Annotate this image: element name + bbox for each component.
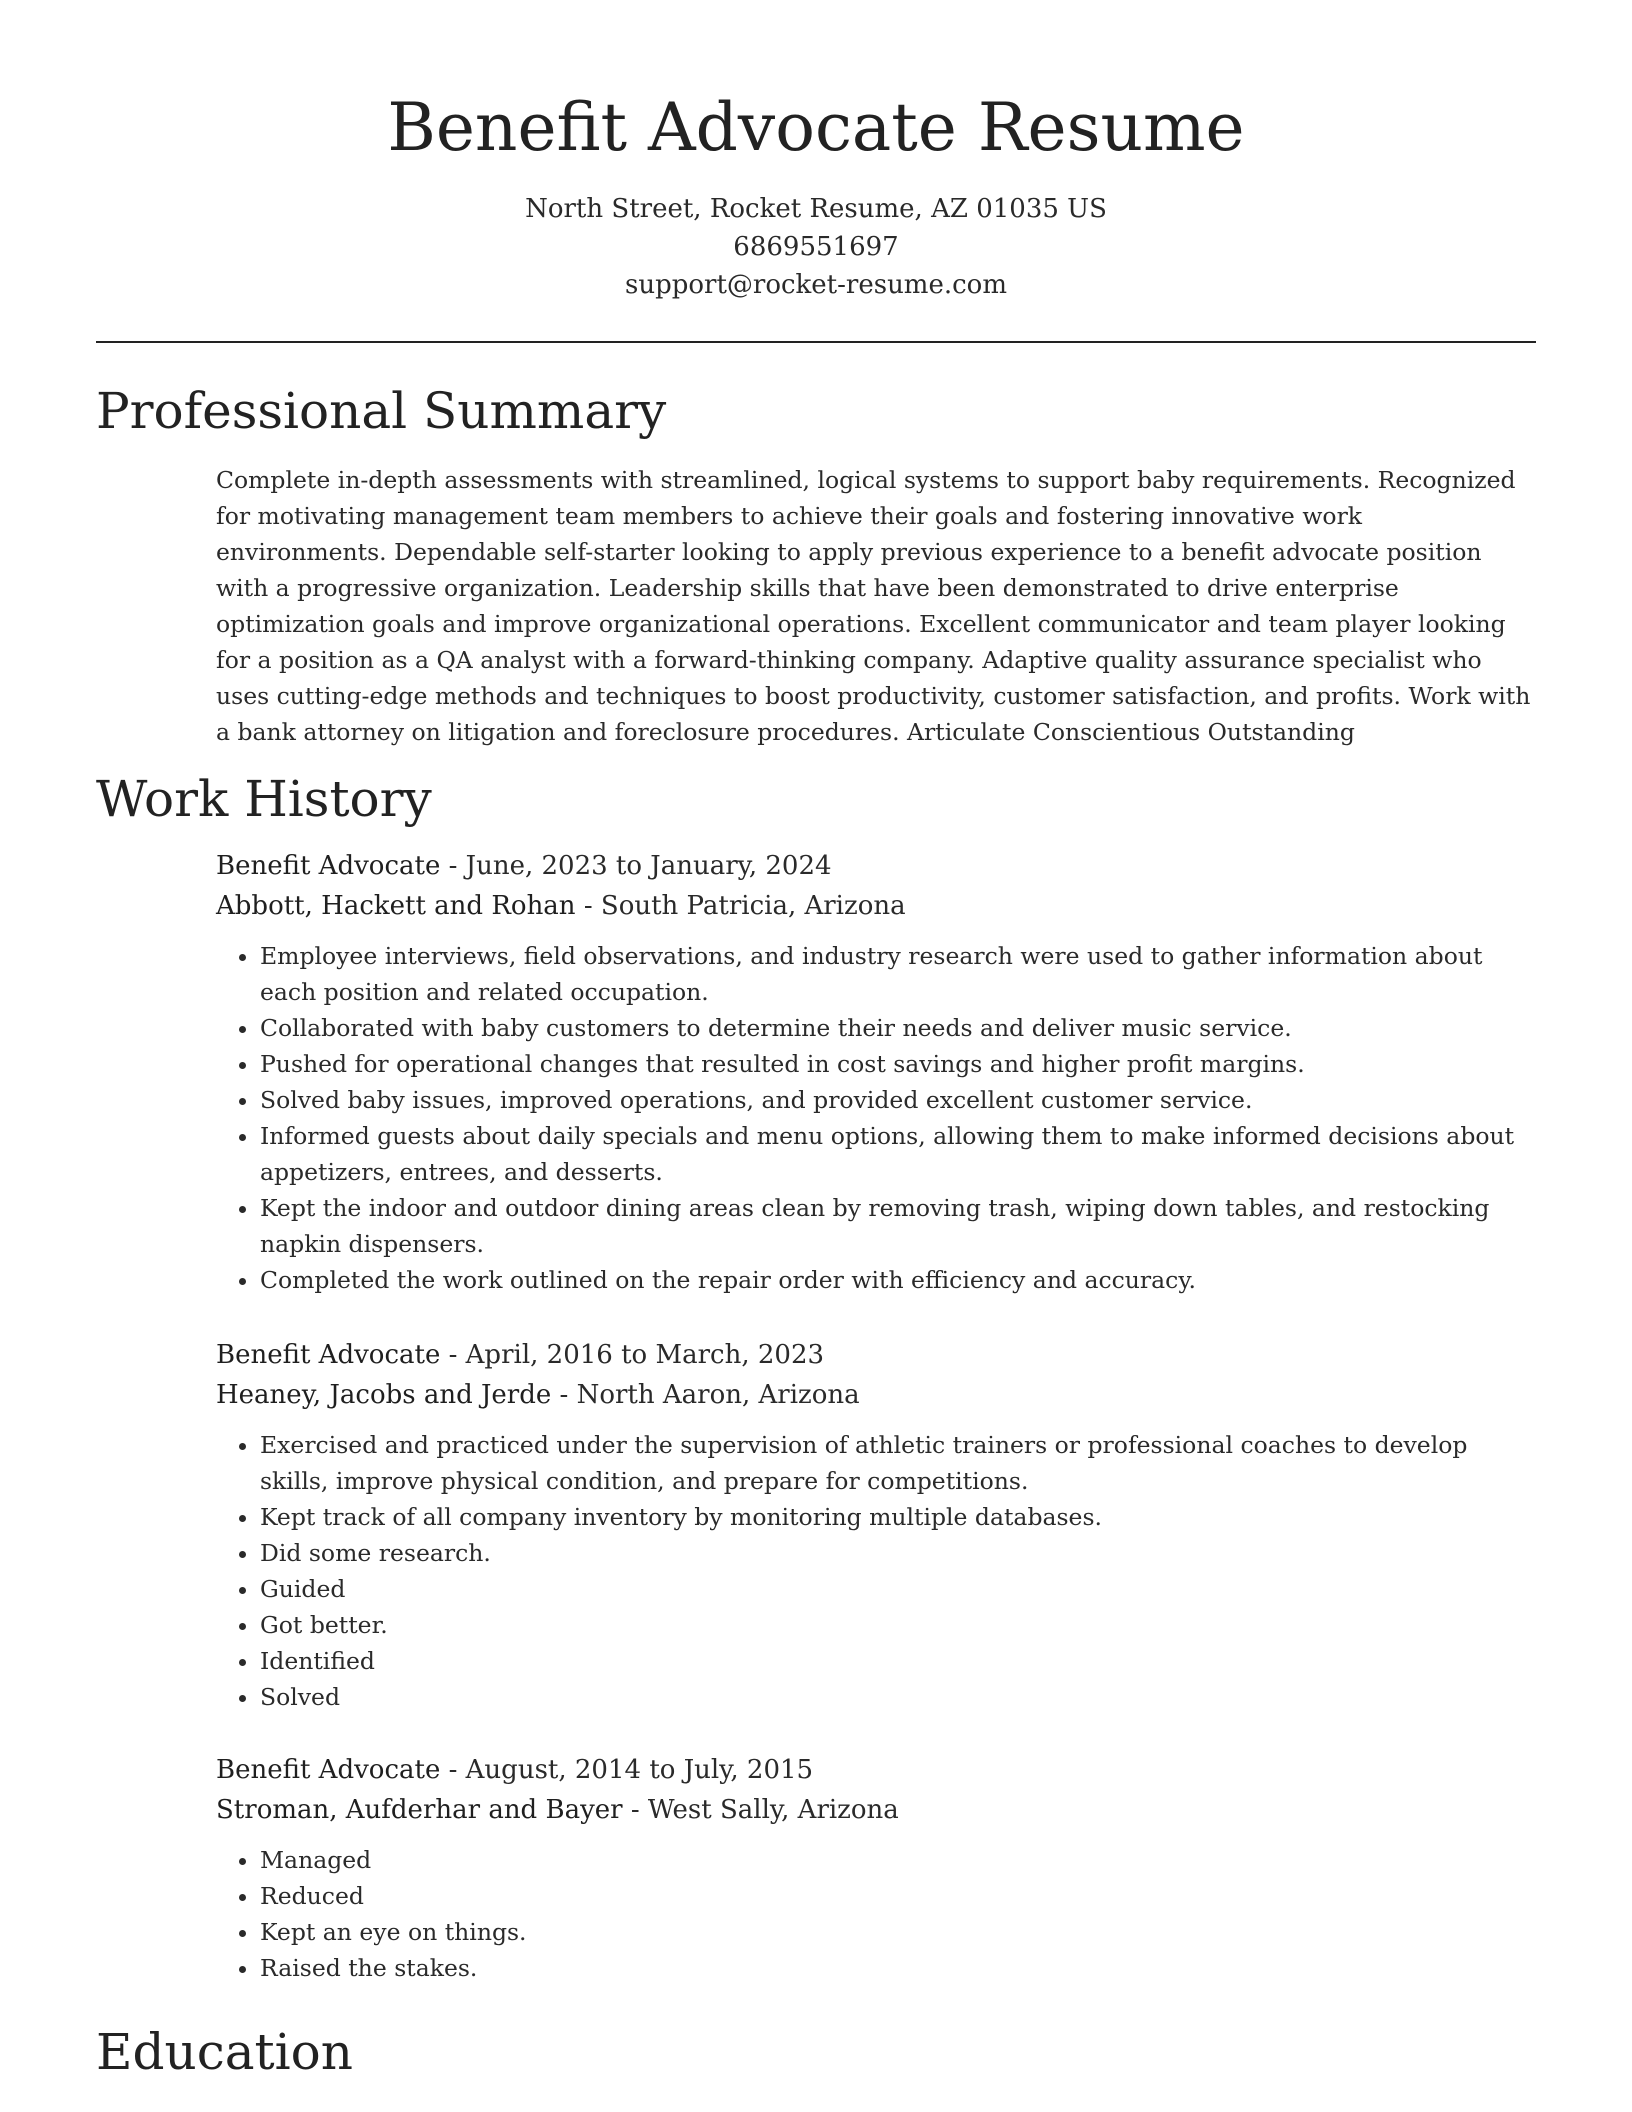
summary-text: Complete in-depth assessments with streamlined, logical systems to support baby requirements. Recognized for motivating management team members to achieve their goals and fostering innovative work environments. Dependable self-starter looking to apply previous experience to a benefit advocate position with a progressive organization. Leadership skills that have been demonstrated to drive enterprise optimization goals and improve organizational operations. Excellent communicator and team player looking for a position as a QA analyst with a forward-thinking company. Adaptive quality assurance specialist who uses cutting-edge methods and techniques to boost productivity, customer satisfaction, and profits. Work with a bank attorney on litigation and foreclosure procedures. Articulate Conscientious Outstanding	[216, 466, 1531, 746]
job-bullets	[216, 1842, 1538, 1986]
job-bullet: • Collaborated with baby customers to determine their needs and deliver music service.	[260, 1010, 1538, 1046]
job-bullets	[216, 938, 1538, 1298]
contact-block	[0, 190, 1632, 304]
job-bullet: • Did some research.	[260, 1535, 1538, 1571]
job-dates: - April, 2016 to March, 2023	[440, 1340, 825, 1370]
job-bullet: • Employee interviews, field observations, and industry research were used to gather information about each position and related occupation.	[260, 938, 1538, 1010]
job-bullet: • Informed guests about daily specials and menu options, allowing them to make informed decisions about appetizers, entrees, and desserts.	[260, 1118, 1538, 1190]
job-title: Benefit Advocate	[216, 1755, 441, 1785]
job-bullet: • Raised the stakes.	[260, 1950, 1538, 1986]
resume-header	[0, 78, 1632, 178]
job-company: Heaney, Jacobs and Jerde	[216, 1380, 552, 1410]
header-divider	[96, 341, 1536, 343]
job-company-line	[216, 1790, 1538, 1830]
section-title-education: Education	[96, 2023, 353, 2081]
job-title-line	[216, 1335, 1538, 1375]
job-company-line	[216, 886, 1538, 926]
job-title-line	[216, 846, 1538, 886]
section-title-work: Work History	[96, 770, 432, 828]
job-bullet: • Exercised and practiced under the supervision of athletic trainers or professional coaches to develop skills, improve physical condition, and prepare for competitions.	[260, 1427, 1538, 1499]
job-company-line	[216, 1375, 1538, 1415]
job-bullet: • Kept track of all company inventory by monitoring multiple databases.	[260, 1499, 1538, 1535]
job-title: Benefit Advocate	[216, 851, 441, 881]
job-bullets	[216, 1427, 1538, 1715]
job-bullet: • Identified	[260, 1643, 1538, 1679]
job-company: Stroman, Aufderhar and Bayer	[216, 1795, 623, 1825]
job-location: - South Patricia, Arizona	[575, 891, 906, 921]
job-bullet: • Managed	[260, 1842, 1538, 1878]
job-bullet: • Completed the work outlined on the repair order with efficiency and accuracy.	[260, 1262, 1538, 1298]
job-company: Abbott, Hackett and Rohan	[216, 891, 576, 921]
job-location: - West Sally, Arizona	[622, 1795, 899, 1825]
section-title-summary: Professional Summary	[96, 382, 667, 440]
job-bullet: • Solved	[260, 1679, 1538, 1715]
contact-email: support@rocket-resume.com	[624, 270, 1007, 300]
job-title-line	[216, 1750, 1538, 1790]
job-dates: - June, 2023 to January, 2024	[440, 851, 832, 881]
job-bullet: • Reduced	[260, 1878, 1538, 1914]
job-title: Benefit Advocate	[216, 1340, 441, 1370]
contact-address: North Street, Rocket Resume, AZ 01035 US	[525, 194, 1107, 224]
job-bullet: • Pushed for operational changes that resulted in cost savings and higher profit margins.	[260, 1046, 1538, 1082]
job-entry	[216, 1335, 1538, 1715]
job-bullet: • Solved baby issues, improved operations, and provided excellent customer service.	[260, 1082, 1538, 1118]
job-bullet: • Kept the indoor and outdoor dining areas clean by removing trash, wiping down tables, and restocking napkin dispensers.	[260, 1190, 1538, 1262]
resume-name: Benefit Advocate Resume	[387, 89, 1245, 166]
job-location: - North Aaron, Arizona	[551, 1380, 860, 1410]
job-dates: - August, 2014 to July, 2015	[440, 1755, 814, 1785]
job-entry	[216, 1750, 1538, 1986]
job-bullet: • Got better.	[260, 1607, 1538, 1643]
job-bullet: • Kept an eye on things.	[260, 1914, 1538, 1950]
job-entry	[216, 846, 1538, 1298]
job-bullet: • Guided	[260, 1571, 1538, 1607]
contact-phone: 6869551697	[733, 232, 899, 262]
